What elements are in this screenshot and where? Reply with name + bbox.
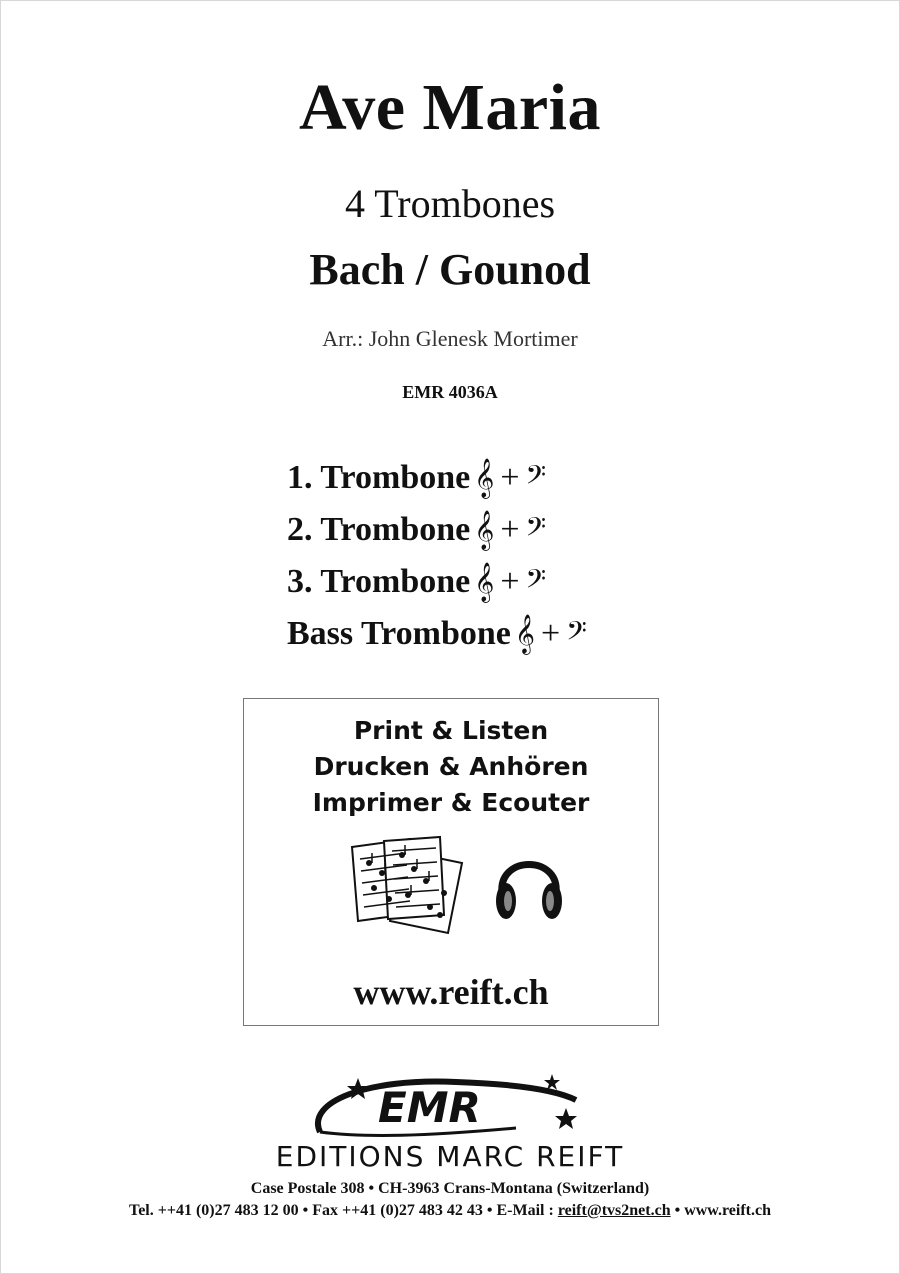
part-row [287,452,707,504]
emr-logo-text: EMR [378,1083,481,1132]
treble-clef-icon: 𝄞 [514,614,535,654]
promo-line-german: Drucken & Anhören [313,752,589,781]
bass-clef-icon: 𝄢 [566,614,587,653]
bass-clef-icon: 𝄢 [525,458,547,497]
promo-lines [244,713,658,821]
promo-website[interactable]: www.reift.ch [353,972,549,1012]
publisher-contact [0,1202,900,1220]
publisher-name: EDITIONS MARC REIFT [275,1140,625,1173]
contact-email-link[interactable]: reift@tvs2net.ch [557,1202,671,1219]
part-row [287,556,707,608]
treble-clef-icon: 𝄞 [474,458,495,498]
sheet-music-icon [344,833,474,943]
print-listen-box [243,698,659,1026]
bass-clef-icon: 𝄢 [525,510,547,549]
treble-clef-icon: 𝄞 [474,562,495,602]
plus-sign: + [500,563,520,600]
catalog-number: EMR 4036A [402,382,498,402]
treble-clef-icon: 𝄞 [474,510,495,550]
contact-phone-fax: Tel. ++41 (0)27 483 12 00 • Fax ++41 (0)27 483 42 43 • E-Mail : [128,1202,558,1219]
part-label: 1. Trombone [287,459,471,496]
part-row [287,608,707,660]
part-label: 2. Trombone [287,511,471,548]
plus-sign: + [500,511,520,548]
publisher-address: Case Postale 308 • CH-3963 Crans-Montana (Switzerland) [250,1180,650,1197]
part-row [287,504,707,556]
score-title: Ave Maria [299,71,601,144]
bass-clef-icon: 𝄢 [525,562,547,601]
promo-line-french: Imprimer & Ecouter [312,788,590,817]
composer: Bach / Gounod [309,245,591,294]
part-label: Bass Trombone [287,615,511,652]
plus-sign: + [541,615,561,652]
contact-website[interactable]: • www.reift.ch [670,1202,771,1219]
promo-line-english: Print & Listen [353,716,549,745]
instrumentation: 4 Trombones [344,181,556,226]
headphones-icon [494,845,564,925]
emr-logo [306,1072,596,1140]
parts-list [287,452,707,660]
part-label: 3. Trombone [287,563,471,600]
plus-sign: + [500,459,520,496]
arranger: Arr.: John Glenesk Mortimer [322,326,578,351]
promo-icons [244,833,658,943]
